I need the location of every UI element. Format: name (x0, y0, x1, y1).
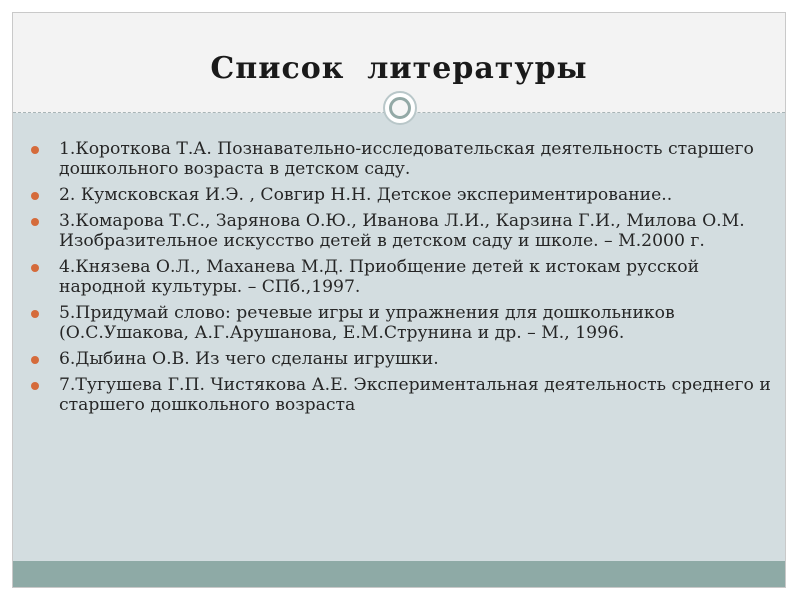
bibliography-item-text: 6.Дыбина О.В. Из чего сделаны игрушки. (59, 349, 439, 369)
footer-band (13, 561, 785, 587)
circle-ornament-inner (389, 97, 411, 119)
circle-ornament-icon (383, 91, 417, 125)
bibliography-item (31, 303, 776, 343)
bibliography-item-text: 1.Короткова Т.А. Познавательно-исследовательская деятельность старшего дошкольного возраста в детском саду. (59, 139, 754, 179)
bibliography-item (31, 211, 776, 251)
slide (12, 12, 786, 588)
bibliography-item-text: 5.Придумай слово: речевые игры и упражнения для дошкольников (О.С.Ушакова, А.Г.Арушанова, Е.М.Струнина и др. – М., 1996. (59, 303, 675, 343)
bullet-icon (31, 192, 39, 200)
bibliography-item (31, 257, 776, 297)
slide-title: Список литературы (210, 51, 588, 86)
bullet-icon (31, 382, 39, 390)
bibliography-item-text: 4.Князева О.Л., Маханева М.Д. Приобщение детей к истокам русской народной культуры. – СПб.,1997. (59, 257, 700, 297)
bullet-icon (31, 218, 39, 226)
bibliography-item (31, 185, 776, 205)
bullet-icon (31, 264, 39, 272)
bibliography-item-text: 7.Тугушева Г.П. Чистякова А.Е. Экспериментальная деятельность среднего и старшего дошкольного возраста (59, 375, 771, 415)
bullet-icon (31, 310, 39, 318)
bibliography-item (31, 349, 776, 369)
bibliography-item (31, 139, 776, 179)
bibliography-item (31, 375, 776, 415)
bullet-icon (31, 356, 39, 364)
bibliography-item-text: 2. Кумсковская И.Э. , Совгир Н.Н. Детское экспериментирование.. (59, 185, 673, 205)
bibliography-list (31, 139, 776, 421)
bullet-icon (31, 146, 39, 154)
bibliography-item-text: 3.Комарова Т.С., Зарянова О.Ю., Иванова Л.И., Карзина Г.И., Милова О.М. Изобразительное искусство детей в детском саду и школе. – М.2000 г. (59, 211, 745, 251)
